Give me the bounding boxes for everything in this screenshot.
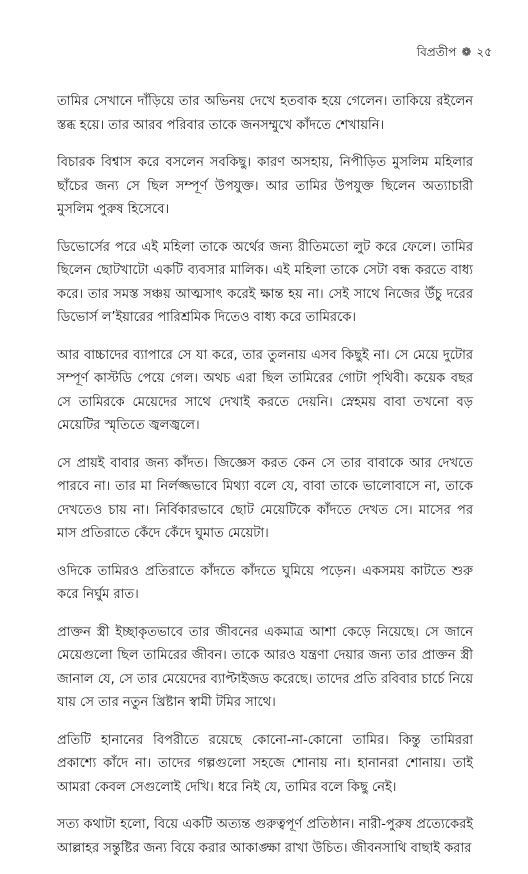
page-number: ২৫ — [476, 45, 492, 59]
flower-ornament-icon: ❁ — [461, 45, 472, 59]
paragraph-4: আর বাচ্চাদের ব্যাপারে সে যা করে, তার তুলনায় এসব কিছুই না। সে মেয়ে দুটোর সম্পূর্ণ কাস্টডি পেয়ে গেল। অথচ এরা ছিল তামিরের গোটা পৃথিবী। কয়েক বছর সে তামিরকে মেয়েদের সাথে দেখাই করতে দেয়নি। স্নেহময় বাবা তখনো বড় মেয়েটির স্মৃতিতে জ্বলজ্বলে। — [57, 347, 473, 433]
paragraph-5: সে প্রায়ই বাবার জন্য কাঁদত। জিজ্ঞেস করত কেন সে তার বাবাকে আর দেখতে পারবে না। তার মা নির্লজ্জভাবে মিথ্যা বলে যে, বাবা তাকে ভালোবাসে না, তাকে দেখতেও চায় না। নির্বিকারভাবে ছোট মেয়েটিকে কাঁদতে দেখত সে। মাসের পর মাস প্রতিরাতে কেঁদে কেঁদে ঘুমাত মেয়েটা। — [57, 455, 473, 541]
body-text — [57, 90, 473, 874]
paragraph-9: সত্য কথাটা হলো, বিয়ে একটি অত্যন্ত গুরুত্বপূর্ণ প্রতিষ্ঠান। নারী-পুরুষ প্রত্যেকেরই আল্লাহর সন্তুষ্টির জন্য বিয়ে করার আকাঙ্ক্ষা রাখা উচিত। জীবনসাথি বাছাই করার — [57, 817, 473, 856]
paragraph-2: বিচারক বিশ্বাস করে বসলেন সবকিছু। কারণ অসহায়, নিপীড়িত মুসলিম মহিলার ছাঁচের জন্য সে ছিল সম্পূর্ণ উপযুক্ত। আর তামির উপযুক্ত ছিলেন অত্যাচারী মুসলিম পুরুষ হিসেবে। — [57, 155, 473, 217]
running-header — [417, 44, 492, 60]
paragraph-3: ডিভোর্সের পরে এই মহিলা তাকে অর্থের জন্য রীতিমতো লুট করে ফেলে। তামির ছিলেন ছোটখাটো একটি ব্যবসার মালিক। এই মহিলা তাকে সেটা বন্ধ করতে বাধ্য করে। তার সমস্ত সঞ্চয় আত্মসাৎ করেই ক্ষান্ত হয় না। সেই সাথে নিজের উঁচু দরের ডিভোর্স ল’ইয়ারের পারিশ্রমিক দিতেও বাধ্য করে তামিরকে। — [57, 239, 473, 325]
paragraph-7: প্রাক্তন স্ত্রী ইচ্ছাকৃতভাবে তার জীবনের একমাত্র আশা কেড়ে নিয়েছে। সে জানে মেয়েগুলো ছিল তামিরের জীবন। তাকে আরও যন্ত্রণা দেয়ার জন্য তার প্রাক্তন স্ত্রী জানাল যে, সে তার মেয়েদের ব্যাপ্টাইজড করেছে। তাদের প্রতি রবিবার চার্চে নিয়ে যায় সে তার নতুন খ্রিষ্টান স্বামী টমির সাথে। — [57, 624, 473, 710]
paragraph-6: ওদিকে তামিরও প্রতিরাতে কাঁদতে কাঁদতে ঘুমিয়ে পড়েন। একসময় কাটতে শুরু করে নির্ঘুম রাত। — [57, 563, 473, 602]
paragraph-1: তামির সেখানে দাঁড়িয়ে তার অভিনয় দেখে হতবাক হয়ে গেলেন। তাকিয়ে রইলেন স্তব্ধ হয়ে। তার আরব পরিবার তাকে জনসম্মুখে কাঁদতে শেখায়নি। — [57, 94, 473, 133]
paragraph-8: প্রতিটি হানানের বিপরীতে রয়েছে কোনো-না-কোনো তামির। কিন্তু তামিররা প্রকাশ্যে কাঁদে না। তাদের গল্পগুলো সহজে শোনায় না। হানানরা শোনায়। তাই আমরা কেবল সেগুলোই দেখি। ধরে নিই যে, তামির বলে কিছু নেই। — [57, 732, 473, 795]
running-title: বিপ্রতীপ — [416, 45, 457, 59]
